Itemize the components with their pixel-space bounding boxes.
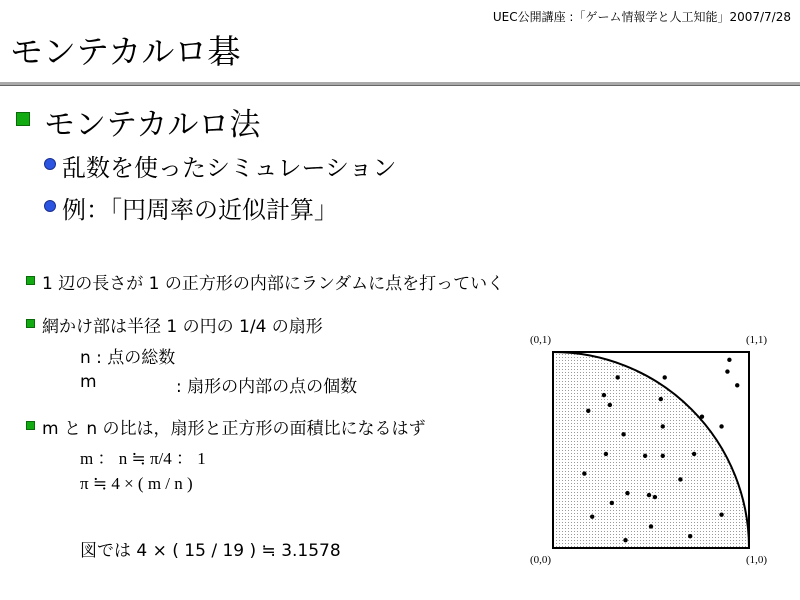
random-point [727, 358, 731, 362]
random-point [604, 452, 608, 456]
random-point [590, 514, 594, 518]
random-point [582, 471, 586, 475]
equation-result: 図では 4 × ( 15 / 19 ) ≒ 3.1578 [80, 541, 341, 561]
random-point [610, 501, 614, 505]
corner-label-bottom-left: (0,0) [530, 554, 552, 566]
n-definition: n : 点の総数 [80, 348, 176, 368]
small-square-icon [26, 421, 35, 430]
bullet-dot-icon [44, 200, 56, 212]
sector-shading [553, 352, 749, 548]
random-point [608, 403, 612, 407]
random-point [659, 397, 663, 401]
random-point [735, 383, 739, 387]
header-note: UEC公開講座 :「ゲーム情報学と人工知能」2007/7/28 [492, 10, 791, 24]
random-point [602, 393, 606, 397]
random-point [649, 524, 653, 528]
corner-label-bottom-right: (1,0) [746, 554, 768, 566]
quarter-circle-diagram [520, 330, 780, 580]
small-square-icon [26, 319, 35, 328]
random-point [647, 493, 651, 497]
random-point [625, 491, 629, 495]
point-text-1: 1 辺の長さが 1 の正方形の内部にランダムに点を打っていく [42, 274, 505, 294]
point-text-3: m と n の比は，扇形と正方形の面積比になるはず [42, 419, 426, 439]
m-term: m [80, 372, 97, 392]
point-text-2: 網かけ部は半径 1 の円の 1/4 の扇形 [42, 317, 323, 337]
corner-label-top-left: (0,1) [530, 334, 552, 346]
random-point [615, 375, 619, 379]
equation-ratio: m ： n ≒ π/4 ： 1 [80, 449, 206, 468]
random-point [692, 452, 696, 456]
random-point [719, 424, 723, 428]
slide-title: モンテカルロ碁 [10, 32, 241, 71]
sub-bullet-text-2: 例：「円周率の近似計算」 [62, 196, 338, 224]
random-point [623, 538, 627, 542]
random-point [621, 432, 625, 436]
random-point [653, 495, 657, 499]
m-definition: : 扇形の内部の点の個数 [176, 377, 358, 397]
bullet-square-icon [16, 112, 30, 126]
random-point [678, 477, 682, 481]
random-point [643, 454, 647, 458]
random-point [688, 534, 692, 538]
random-point [700, 414, 704, 418]
random-point [725, 369, 729, 373]
sub-bullet-text-1: 乱数を使ったシミュレーション [62, 154, 397, 182]
monte-carlo-figure [520, 330, 780, 584]
random-point [661, 424, 665, 428]
bullet-dot-icon [44, 158, 56, 170]
random-point [663, 375, 667, 379]
title-divider [0, 82, 800, 86]
small-square-icon [26, 276, 35, 285]
equation-pi: π ≒ 4 × ( m / n ) [80, 474, 193, 493]
corner-label-top-right: (1,1) [746, 334, 768, 346]
random-point [586, 409, 590, 413]
main-bullet-text: モンテカルロ法 [44, 107, 261, 143]
random-point [661, 454, 665, 458]
random-point [719, 512, 723, 516]
